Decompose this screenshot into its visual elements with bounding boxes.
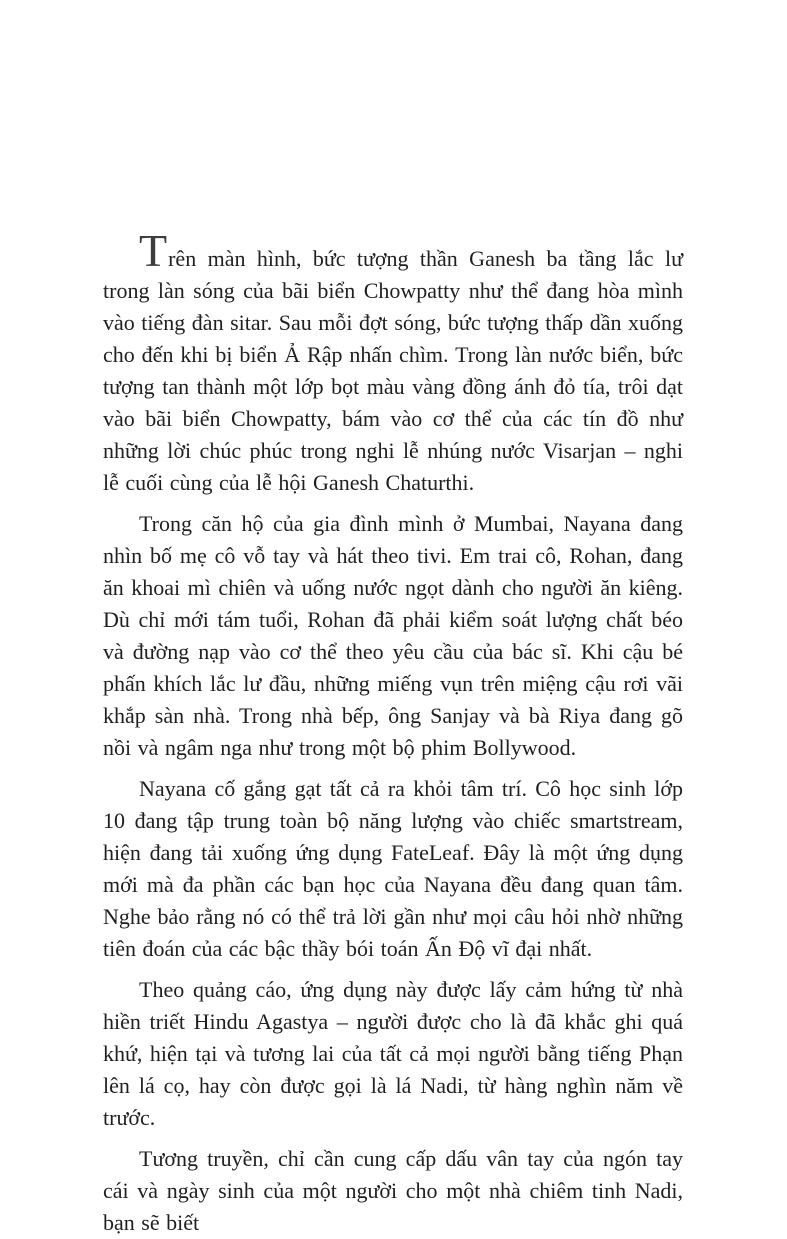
paragraph-2: Trong căn hộ của gia đình mình ở Mumbai, Nayana đang nhìn bố mẹ cô vỗ tay và hát theo tivi. Em trai cô, Rohan, đang ăn khoai mì chiên và uống nước ngọt dành cho người ăn kiêng. Dù chỉ mới tám tuổi, Rohan đã phải kiểm soát lượng chất béo và đường nạp vào cơ thể theo yêu cầu của bác sĩ. Khi cậu bé phấn khích lắc lư đầu, những miếng vụn trên miệng cậu rơi vãi khắp sàn nhà. Trong nhà bếp, ông Sanjay và bà Riya đang gõ nồi và ngâm nga như trong một bộ phim Bollywood. — [103, 511, 683, 760]
text-block — [103, 225, 683, 1239]
paragraph-5: Tương truyền, chỉ cần cung cấp dấu vân tay của ngón tay cái và ngày sinh của một người cho một nhà chiêm tinh Nadi, bạn sẽ biết — [103, 1146, 683, 1235]
paragraph-3: Nayana cố gắng gạt tất cả ra khỏi tâm trí. Cô học sinh lớp 10 đang tập trung toàn bộ năng lượng vào chiếc smartstream, hiện đang tải xuống ứng dụng FateLeaf. Đây là một ứng dụng mới mà đa phần các bạn học của Nayana đều đang quan tâm. Nghe bảo rằng nó có thể trả lời gần như mọi câu hỏi nhờ những tiên đoán của các bậc thầy bói toán Ấn Độ vĩ đại nhất. — [103, 776, 683, 961]
paragraph-1-text: rên màn hình, bức tượng thần Ganesh ba tầng lắc lư trong làn sóng của bãi biển Chowpatty như thể đang hòa mình vào tiếng đàn sitar. Sau mỗi đợt sóng, bức tượng thấp dần xuống cho đến khi bị biển Ả Rập nhấn chìm. Trong làn nước biển, bức tượng tan thành một lớp bọt màu vàng đồng ánh đỏ tía, trôi dạt vào bãi biển Chowpatty, bám vào cơ thể của các tín đồ như những lời chúc phúc trong nghi lễ nhúng nước Visarjan – nghi lễ cuối cùng của lễ hội Ganesh Chaturthi. — [103, 246, 683, 495]
paragraph-1 — [103, 225, 683, 499]
drop-cap: T — [139, 225, 169, 276]
paragraph-4: Theo quảng cáo, ứng dụng này được lấy cảm hứng từ nhà hiền triết Hindu Agastya – người được cho là đã khắc ghi quá khứ, hiện tại và tương lai của tất cả mọi người bằng tiếng Phạn lên lá cọ, hay còn được gọi là lá Nadi, từ hàng nghìn năm về trước. — [103, 977, 683, 1130]
